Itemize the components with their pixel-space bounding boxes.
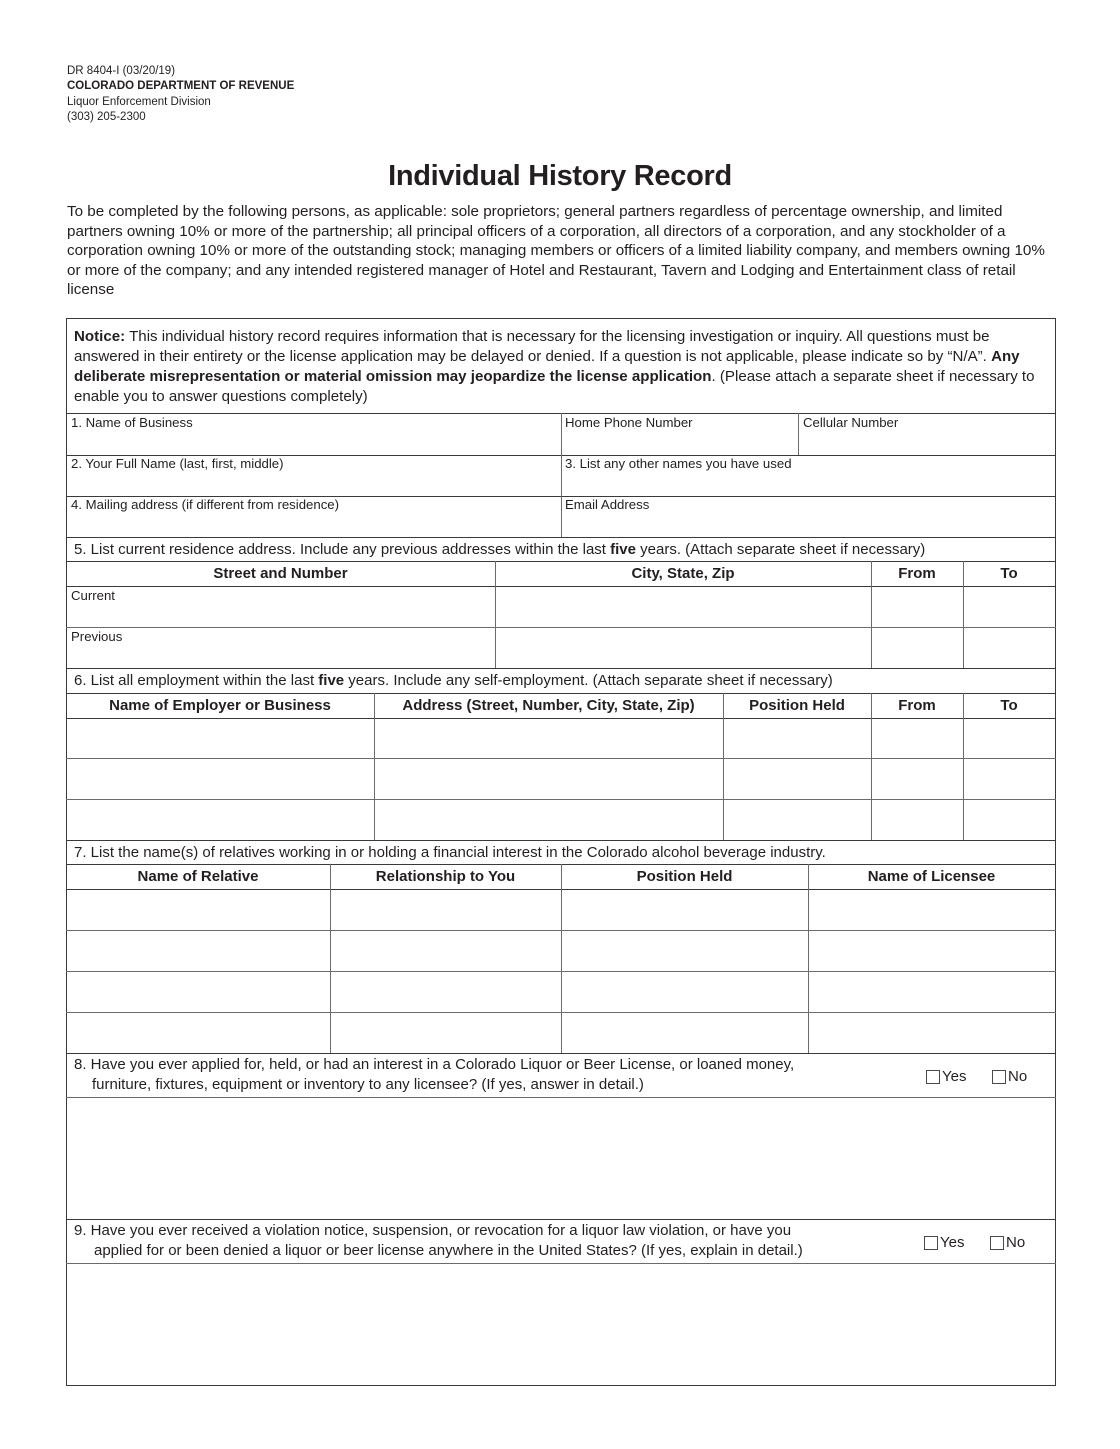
- previous-city-field[interactable]: [496, 628, 871, 668]
- notice-text: [74, 327, 1050, 407]
- col-city-state-zip: City, State, Zip: [631, 565, 735, 582]
- col-relative-name: Name of Relative: [137, 868, 259, 885]
- employment-row-2[interactable]: [67, 759, 1055, 799]
- current-to-field[interactable]: [964, 587, 1055, 627]
- col-street-number: Street and Number: [213, 565, 348, 582]
- section7-title: 7. List the name(s) of relatives working in or holding a financial interest in the Colorado alcohol beverage industry.: [74, 844, 826, 861]
- q9-no-checkbox[interactable]: [990, 1236, 1004, 1250]
- divider: [66, 537, 1056, 538]
- employment-row-3[interactable]: [67, 800, 1055, 840]
- col-employer-name: Name of Employer or Business: [109, 697, 331, 714]
- q8-yes-label: Yes: [942, 1068, 967, 1085]
- form-id: DR 8404-I (03/20/19): [67, 65, 176, 77]
- q9-yes-checkbox[interactable]: [924, 1236, 938, 1250]
- previous-to-field[interactable]: [964, 628, 1055, 668]
- divider: [66, 1219, 1056, 1220]
- divider: [66, 561, 1056, 562]
- col-relationship: Relationship to You: [375, 868, 516, 885]
- section6-title: 6. List all employment within the last five years. Include any self-employment. (Attach separate sheet if necessary): [74, 672, 833, 689]
- current-from-field[interactable]: [872, 587, 963, 627]
- q9-yes-label: Yes: [940, 1234, 965, 1251]
- question9-line1: 9. Have you ever received a violation notice, suspension, or revocation for a liquor law violation, or have you: [74, 1222, 792, 1239]
- question8-answer-area[interactable]: [67, 1098, 1055, 1219]
- other-names-label: 3. List any other names you have used: [565, 456, 792, 471]
- division-phone: (303) 205-2300: [67, 111, 146, 123]
- col-position-held: Position Held: [636, 868, 733, 885]
- q9-no-option[interactable]: [990, 1234, 1025, 1251]
- employment-row-1[interactable]: [67, 719, 1055, 758]
- relative-row-3[interactable]: [67, 972, 1055, 1012]
- col-from: From: [898, 697, 936, 714]
- divider: [66, 693, 1056, 694]
- email-label: Email Address: [565, 497, 650, 512]
- col-licensee-name: Name of Licensee: [867, 868, 996, 885]
- home-phone-label: Home Phone Number: [565, 415, 693, 430]
- relative-row-1[interactable]: [67, 890, 1055, 930]
- col-from: From: [898, 565, 936, 582]
- divider: [66, 1053, 1056, 1054]
- question9-answer-area[interactable]: [67, 1264, 1055, 1384]
- question8-line2: furniture, fixtures, equipment or inventory to any licensee? (If yes, answer in detail.): [92, 1076, 644, 1093]
- section5-title: 5. List current residence address. Include any previous addresses within the last five years. (Attach separate sheet if necessary): [74, 541, 926, 558]
- question8-line1: 8. Have you ever applied for, held, or had an interest in a Colorado Liquor or Beer License, or loaned money,: [74, 1056, 795, 1073]
- col-employer-address: Address (Street, Number, City, State, Zip): [402, 697, 695, 714]
- q8-no-label: No: [1008, 1068, 1028, 1085]
- divider: [66, 840, 1056, 841]
- q9-yes-option[interactable]: [924, 1234, 964, 1251]
- q8-no-option[interactable]: [992, 1068, 1027, 1085]
- mailing-address-label: 4. Mailing address (if different from residence): [71, 497, 340, 512]
- relative-row-2[interactable]: [67, 931, 1055, 971]
- previous-street-field[interactable]: [67, 628, 495, 668]
- question9-line2: applied for or been denied a liquor or beer license anywhere in the United States? (If yes, explain in detail.): [94, 1242, 803, 1259]
- cell-phone-label: Cellular Number: [803, 415, 899, 430]
- q8-yes-checkbox[interactable]: [926, 1070, 940, 1084]
- notice-attach: . (Please attach a separate sheet if necessary to enable you to answer questions completely): [74, 368, 1035, 405]
- row-previous-label: Previous: [71, 629, 123, 644]
- notice-label: Notice:: [74, 328, 126, 345]
- divider: [66, 668, 1056, 669]
- q8-no-checkbox[interactable]: [992, 1070, 1006, 1084]
- notice-body: This individual history record requires information that is necessary for the licensing investigation or inquiry. All questions must be answered in their entirety or the license application may be delayed or denied. If a question is not applicable, please indicate so by “N/A”.: [74, 328, 992, 365]
- col-to: To: [1000, 565, 1018, 582]
- q8-yes-option[interactable]: [926, 1068, 966, 1085]
- department-name: COLORADO DEPARTMENT OF REVENUE: [67, 80, 295, 92]
- relative-row-4[interactable]: [67, 1013, 1055, 1053]
- notice-warning: Any deliberate misrepresentation or material omission may jeopardize the license application: [74, 348, 1020, 385]
- full-name-label: 2. Your Full Name (last, first, middle): [71, 456, 284, 471]
- current-city-field[interactable]: [496, 587, 871, 627]
- current-street-field[interactable]: [67, 587, 495, 627]
- col-to: To: [1000, 697, 1018, 714]
- q9-no-label: No: [1006, 1234, 1026, 1251]
- business-name-label: 1. Name of Business: [71, 415, 193, 430]
- division-name: Liquor Enforcement Division: [67, 96, 211, 108]
- row-current-label: Current: [71, 588, 115, 603]
- previous-from-field[interactable]: [872, 628, 963, 668]
- intro-paragraph: To be completed by the following persons, as applicable: sole proprietors; general partners regardless of percentage ownership, and limited partners owning 10% or more of the partnership; all principal officers of a corporation, all directors of a corporation, and any stockholder of a corporation owning 10% or more of the outstanding stock; managing members or officers of a limited liability company, and members owning 10% or more of the company; and any intended registered manager of Hotel and Restaurant, Tavern and Lodging and Entertainment class of retail license: [67, 203, 1045, 299]
- page-title: Individual History Record: [388, 160, 732, 192]
- col-position-held: Position Held: [749, 697, 845, 714]
